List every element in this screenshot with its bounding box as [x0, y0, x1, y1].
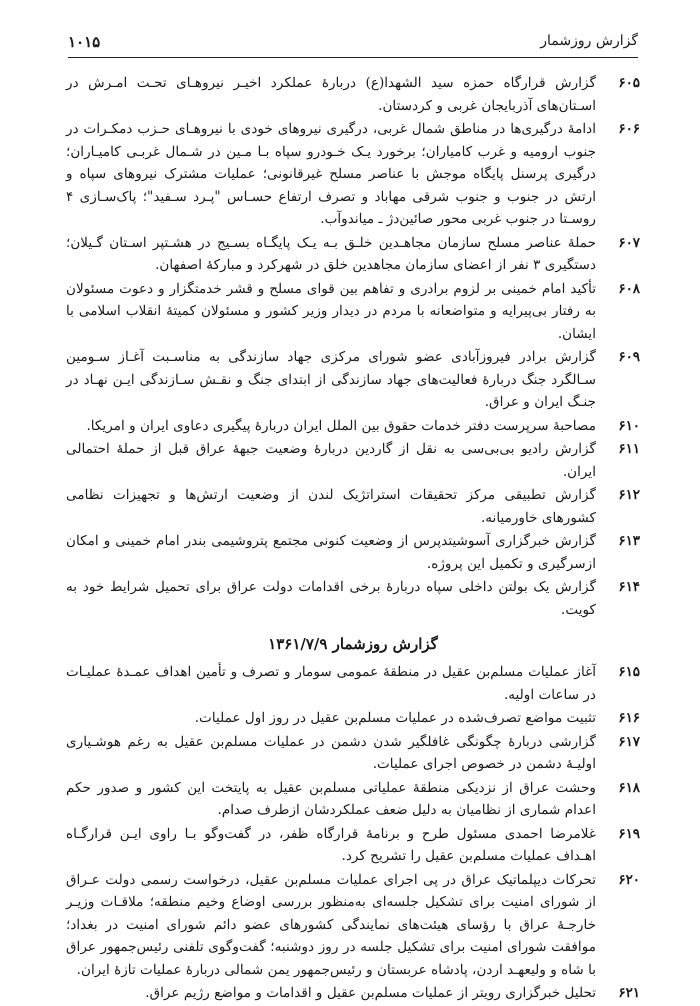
- entry-number: ۶۰۸: [618, 280, 640, 297]
- entry-number: ۶۱۴: [618, 579, 640, 595]
- entry-number: ۶۱۷: [618, 733, 640, 750]
- entry-text: ادامهٔ درگیری‌ها در مناطق شمال غربی، درگیری نیروهای خودی با نیروهـای حـزب دمکـرات در جنوب ارومیه و غرب کامیاران؛ برخورد یـک خـودرو سپاه بـا مـین در شـمال غربـی کامیـاران؛ درگیری پرسنل پایگاه موجش با عناصر مسلح غیرقانونی؛ عملیات مشترک نیروهای سپاه و ارتش در جنوب و جنوب شرقی مهاباد و تصرف ارتفاع حسـاس "پـرد سـفید"؛ پاک‌سـازی ۴ روسـتا در جنوب غربی محور صائین‌دژ ـ میاندوآب.: [66, 121, 596, 227]
- entry-text: مصاحبهٔ سرپرست دفتر خدمات حقوق بین الملل ایران دربارهٔ پیگیری دعاوی ایران و امریکا.: [86, 417, 596, 434]
- entry-text: تثبیت مواضع تصرف‌شده در عملیات مسلم‌بن عقیل در روز اول عملیات.: [194, 710, 596, 726]
- running-title: گزارش روزشمار: [540, 33, 638, 49]
- entry-item: [66, 982, 640, 1005]
- entry-number: ۶۱۹: [618, 825, 640, 842]
- entry-text: غلامرضا احمدی مسئول طرح و برنامهٔ قرارگاه ظفر، در گفت‌وگو بـا راوی ایـن قرارگـاه اهـداف عملیات مسلم‌بن عقیل را تشریح کرد.: [66, 825, 596, 864]
- entry-item: [66, 661, 640, 706]
- entry-number: ۶۱۵: [618, 664, 640, 680]
- section-title: گزارش روزشمار ۱۳۶۱/۷/۹: [268, 635, 438, 653]
- entry-text: گزارش خبرگزاری آسوشیتدپرس از وضعیت کنونی مجتمع پتروشیمی بندر امام خمینی و امکان ازسرگیری و تکمیل این پروژه.: [66, 533, 596, 572]
- entry-text: تحرکات دیپلماتیک عراق در پی اجرای عملیات مسلم‌بن عقیل، درخواست رسمی دولت عـراق از شورای امنیت برای تشکیل جلسه‌ای به‌منظور بررسی اوضاع وخیم منطقه؛ ملاقـات وزیـر خارجـهٔ عراق با رؤسای هیئت‌های نمایندگی کشورهای عضو دائم شورای امنیت در بغداد؛ موافقت شورای امنیت برای تشکیل جلسه در روز دوشنبه؛ گفت‌وگوی تلفنی رئیس‌جمهور عراق با شاه و ولیعهـد اردن، پادشاه عربستان و رئیس‌جمهور یمن شمالی دربارهٔ عملیات تازهٔ ایران.: [66, 871, 596, 978]
- entries-group-1: [66, 72, 640, 621]
- entry-item: [66, 415, 640, 438]
- entries-group-2: [66, 661, 640, 1005]
- entry-text: آغاز عملیات مسلم‌بن عقیل در منطقهٔ عمومی سومار و تصرف و تأمین اهداف عمـدهٔ عملیـات در ساعات اولیه.: [66, 664, 596, 703]
- entry-number: ۶۱۰: [618, 417, 640, 434]
- entry-number: ۶۱۱: [618, 441, 640, 457]
- entry-text: گزارش یک بولتن داخلی سپاه دربارهٔ برخی اقدامات دولت عراق برای تحمیل شرایط خود به کویت.: [66, 579, 596, 618]
- header-rule: [68, 57, 638, 58]
- entry-number: ۶۰۷: [618, 234, 640, 251]
- entry-number: ۶۲۱: [618, 985, 640, 1001]
- entry-number: ۶۰۵: [618, 75, 640, 91]
- entry-number: ۶۱۶: [618, 710, 640, 726]
- page-number: ۱۰۱۵: [68, 33, 101, 51]
- entry-item: [66, 823, 640, 868]
- entry-number: ۶۱۸: [618, 779, 640, 796]
- entry-item: [66, 278, 640, 346]
- entry-item: [66, 346, 640, 414]
- entry-text: تأکید امام خمینی بر لزوم برادری و تفاهم بین قوای مسلح و قشر خدمتگزار و دعوت مسئولان به رفتار بی‌پیرایه و متواضعانه با مردم در دیدار وزیر کشور و مسئولان کمیتهٔ انقلاب اسلامی با ایشان.: [66, 280, 596, 342]
- entry-text: وحشت عراق از نزدیکی منطقهٔ عملیاتی مسلم‌بن عقیل به پایتخت این کشور و صدور حکم اعدام شماری از نظامیان به دلیل ضعف عملکردشان ازطرف صدام.: [66, 779, 596, 818]
- entry-text: گزارشی دربارهٔ چگونگی غافلگیر شدن دشمن در عملیات مسلم‌بن عقیل به رغم هوشـیاری اولیـهٔ دشمن در خصوص اجرای عملیات.: [66, 733, 596, 772]
- entry-number: ۶۰۹: [618, 349, 640, 365]
- entry-text: گزارش تطبیقی مرکز تحقیقات استراتژیک لندن از وضعیت ارتش‌ها و تجهیزات نظامی کشورهای خاورمیانه.: [66, 487, 596, 526]
- entry-item: [66, 731, 640, 776]
- entry-item: [66, 484, 640, 529]
- entry-number: ۶۱۳: [618, 533, 640, 549]
- entry-item: [66, 530, 640, 575]
- entry-item: [66, 232, 640, 277]
- entry-text: گزارش برادر فیروزآبادی عضو شورای مرکزی جهاد سازندگی به مناسـبت آغـاز سـومین سـالگرد جنگ دربارهٔ فعالیت‌های جهاد سازندگی از ابتدای جنگ و نقـش سـازندگی ایـن نهـاد در جنـگ ایران و عراق.: [66, 349, 596, 410]
- page-header: [68, 33, 638, 57]
- entry-item: [66, 777, 640, 822]
- entry-number: ۶۲۰: [618, 871, 640, 888]
- entry-item: [66, 72, 640, 117]
- entry-number: ۶۰۶: [618, 121, 640, 137]
- entry-item: [66, 869, 640, 982]
- chronology-list: [66, 72, 640, 1006]
- entry-text: گزارش قرارگاه حمزه سید الشهدا(ع) دربارهٔ عملکرد اخیـر نیروهـای تحـت امـرش در اسـتان‌های آذربایجان غربی و کردستان.: [66, 75, 596, 114]
- entry-item: [66, 118, 640, 231]
- entry-number: ۶۱۲: [618, 487, 640, 503]
- entry-item: [66, 438, 640, 483]
- entry-text: گزارش رادیو بی‌بی‌سی به نقل از گاردین دربارهٔ وضعیت جبههٔ عراق قبل از حملهٔ احتمالی ایران.: [66, 441, 596, 480]
- entry-item: [66, 576, 640, 621]
- entry-text: تحلیل خبرگزاری رویتر از عملیات مسلم‌بن عقیل و اقدامات و مواضع رژیم عراق.: [145, 985, 596, 1001]
- entry-item: [66, 707, 640, 730]
- entry-text: حملهٔ عناصر مسلح سازمان مجاهـدین خلـق بـه یـک پایگـاه بسـیج در هشـتپر اسـتان گـیلان؛ دستگیری ۳ نفر از اعضای سازمان مجاهدین خلق در شهرکرد و مبارکهٔ اصفهان.: [66, 234, 596, 273]
